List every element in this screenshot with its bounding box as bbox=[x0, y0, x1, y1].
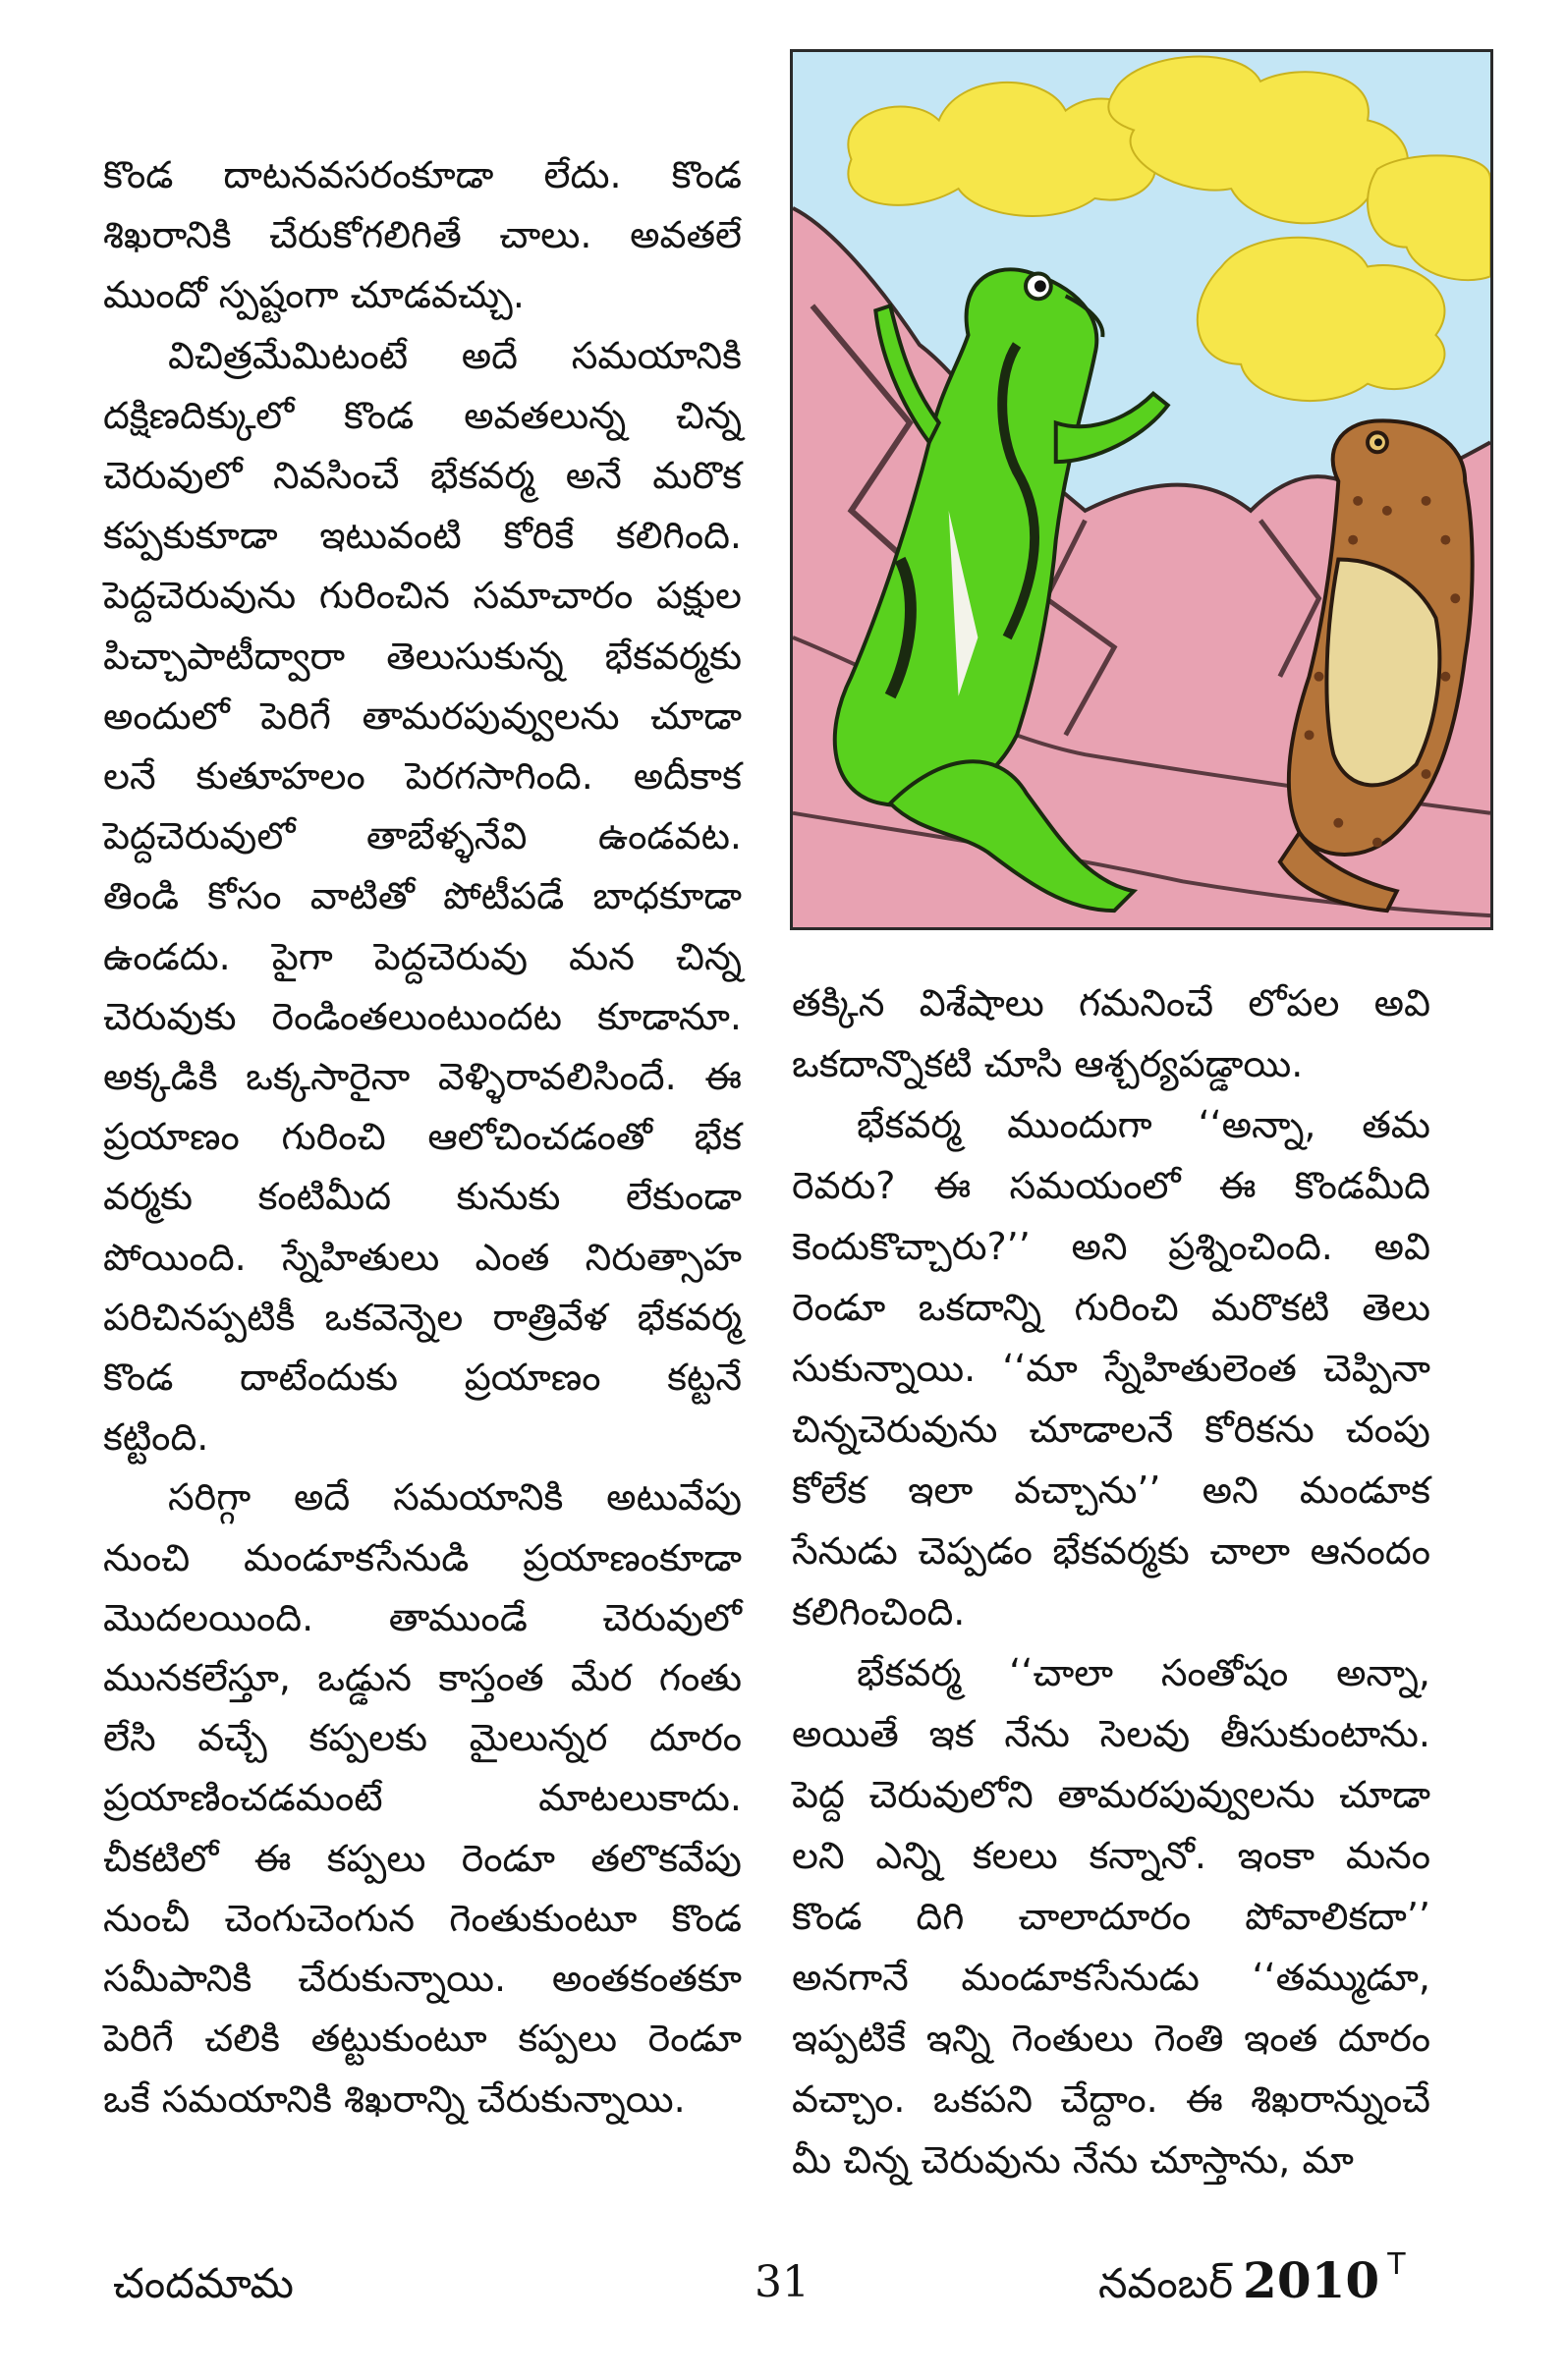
text-line: నుంచీ చెంగుచెంగున గెంతుకుంటూ కొండ bbox=[103, 1896, 742, 1940]
text-line: చెరువుకు రెండింతలుంటుందట కూడానూ. bbox=[103, 994, 742, 1038]
text-line: కలిగించింది. bbox=[792, 1590, 966, 1633]
text-line: రెవరు? ఈ సమయంలో ఈ కొండమీది bbox=[792, 1164, 1430, 1207]
issue-date bbox=[1098, 2247, 1406, 2318]
page-number: 31 bbox=[755, 2257, 810, 2307]
text-line: దక్షిణదిక్కులో కొండ అవతలున్న చిన్న bbox=[103, 393, 742, 437]
text-line: అయితే ఇక నేను సెలవు తీసుకుంటాను. bbox=[792, 1712, 1430, 1755]
text-line: పరిచినప్పటికీ ఒకవెన్నెల రాత్రివేళ భేకవర్మ bbox=[103, 1295, 742, 1339]
text-line: కట్టింది. bbox=[103, 1415, 209, 1460]
magazine-name: చందమామ bbox=[113, 2259, 294, 2307]
text-line: శిఖరానికి చేరుకోగలిగితే చాలు. అవతలే bbox=[103, 213, 742, 257]
issue-month: నవంబర్ bbox=[1098, 2259, 1234, 2307]
text-line: వర్మకు కంటిమీద కునుకు లేకుండా bbox=[103, 1175, 742, 1219]
text-line: సమీపానికి చేరుకున్నాయి. అంతకంతకూ bbox=[103, 1957, 742, 2001]
text-line: పోయింది. స్నేహితులు ఎంత నిరుత్సాహ bbox=[103, 1235, 742, 1279]
text-line: మొదలయింది. తాముండే చెరువులో bbox=[103, 1595, 742, 1639]
text-line: భేకవర్మ ముందుగా ‘‘అన్నా, తమ bbox=[857, 1103, 1430, 1146]
text-line: చిన్నచెరువును చూడాలనే కోరికను చంపు bbox=[792, 1408, 1430, 1451]
text-line: కెందుకొచ్చారు?’’ అని ప్రశ్నించింది. అవి bbox=[792, 1225, 1430, 1268]
text-line: లేసి వచ్చే కప్పలకు మైలున్నర దూరం bbox=[103, 1716, 742, 1760]
text-line: సరిగ్గా అదే సమయానికి అటువేపు bbox=[168, 1475, 742, 1520]
left-text-column bbox=[103, 145, 742, 2130]
text-line: ఉండదు. పైగా పెద్దచెరువు మన చిన్న bbox=[103, 934, 742, 978]
text-line: ప్రయాణించడమంటే మాటలుకాదు. bbox=[103, 1776, 742, 1820]
text-line: అక్కడికి ఒక్కసారైనా వెళ్ళిరావలిసిందే. ఈ bbox=[103, 1055, 742, 1099]
text-line: పెద్ద చెరువులోని తామరపువ్వులను చూడా bbox=[792, 1773, 1430, 1816]
text-line: కప్పకుకూడా ఇటువంటి కోరికే కలిగింది. bbox=[103, 514, 742, 558]
text-line: ప్రయాణం గురించి ఆలోచించడంతో భేక bbox=[103, 1115, 742, 1159]
text-line: మీ చిన్న చెరువును నేను చూస్తాను, మా bbox=[792, 2138, 1354, 2182]
text-line: తక్కిన విశేషాలు గమనించే లోపల అవి bbox=[792, 981, 1430, 1024]
text-line: కొండ దాటేందుకు ప్రయాణం కట్టనే bbox=[103, 1356, 742, 1400]
text-line: భేకవర్మ ‘‘చాలా సంతోషం అన్నా, bbox=[857, 1651, 1430, 1694]
text-line: తిండి కోసం వాటితో పోటీపడే బాధకూడా bbox=[103, 874, 742, 918]
text-line: ఇప్పటికే ఇన్ని గెంతులు గెంతి ఇంత దూరం bbox=[792, 2017, 1430, 2060]
text-line: సేనుడు చెప్పడం భేకవర్మకు చాలా ఆనందం bbox=[792, 1529, 1430, 1573]
right-text-column bbox=[792, 972, 1430, 2190]
text-line: రెండూ ఒకదాన్ని గురించి మరొకటి తెలు bbox=[792, 1286, 1430, 1329]
text-line: అనగానే మండూకసేనుడు ‘‘తమ్ముడూ, bbox=[792, 1956, 1430, 1999]
text-line: ఒకదాన్నొకటి చూసి ఆశ్చర్యపడ్డాయి. bbox=[792, 1042, 1304, 1085]
text-line: పెద్దచెరువులో తాబేళ్ళనేవి ఉండవట. bbox=[103, 814, 742, 858]
text-line: కొండ దిగి చాలాదూరం పోవాలికదా’’ bbox=[792, 1895, 1430, 1938]
text-line: కోలేక ఇలా వచ్చాను’’ అని మండూక bbox=[792, 1468, 1430, 1512]
text-line: వచ్చాం. ఒకపని చేద్దాం. ఈ శిఖరాన్నుంచే bbox=[792, 2077, 1430, 2121]
text-line: పెద్దచెరువును గురించిన సమాచారం పక్షుల bbox=[103, 574, 742, 618]
text-line: పిచ్చాపాటీద్వారా తెలుసుకున్న భేకవర్మకు bbox=[103, 634, 742, 678]
text-line: చెరువులో నివసించే భేకవర్మ అనే మరొక bbox=[103, 454, 742, 498]
frogs-illustration bbox=[790, 49, 1493, 930]
issue-year: 2010 bbox=[1243, 2251, 1380, 2309]
text-line: నుంచి మండూకసేనుడి ప్రయాణంకూడా bbox=[103, 1535, 742, 1579]
illustration-drawing bbox=[793, 52, 1490, 927]
text-line: మునకలేస్తూ, ఒడ్డున కాస్తంత మేర గంతు bbox=[103, 1656, 742, 1700]
issue-mark: T bbox=[1387, 2247, 1406, 2282]
text-line: సుకున్నాయి. ‘‘మా స్నేహితులెంత చెప్పినా bbox=[792, 1347, 1430, 1390]
text-line: అందులో పెరిగే తామరపువ్వులను చూడా bbox=[103, 693, 742, 738]
text-line: ఒకే సమయానికి శిఖరాన్ని చేరుకున్నాయి. bbox=[103, 2076, 686, 2121]
text-line: విచిత్రమేమిటంటే అదే సమయానికి bbox=[168, 333, 742, 377]
text-line: లని ఎన్ని కలలు కన్నానో. ఇంకా మనం bbox=[792, 1834, 1430, 1877]
text-line: ముందో స్పష్టంగా చూడవచ్చు. bbox=[103, 273, 525, 317]
text-line: పెరిగే చలికి తట్టుకుంటూ కప్పలు రెండూ bbox=[103, 2017, 742, 2061]
text-line: లనే కుతూహలం పెరగసాగింది. అదీకాక bbox=[103, 754, 742, 799]
text-line: కొండ దాటనవసరంకూడా లేదు. కొండ bbox=[103, 153, 742, 196]
text-line: చీకటిలో ఈ కప్పలు రెండూ తలొకవేపు bbox=[103, 1836, 742, 1880]
